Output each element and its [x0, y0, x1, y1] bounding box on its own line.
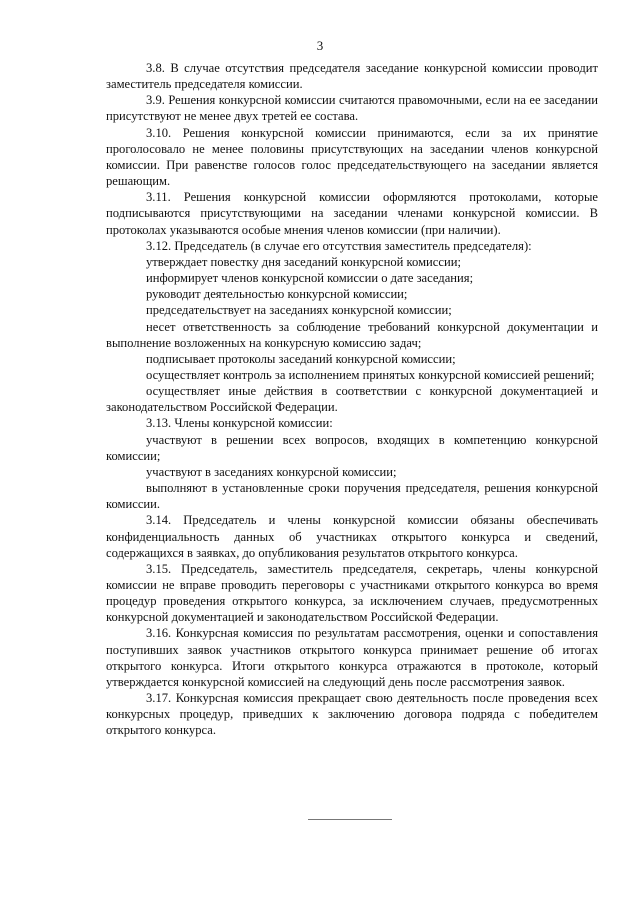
paragraph-3-8: 3.8. В случае отсутствия председателя заседание конкурсной комиссии проводит заместитель председателя комиссии. [106, 61, 598, 92]
list-item: утверждает повестку дня заседаний конкурсной комиссии; [146, 254, 461, 269]
list-item: председательствует на заседаниях конкурсной комиссии; [146, 303, 452, 318]
document-body [106, 60, 598, 739]
list-item: несет ответственность за соблюдение требований конкурсной документации и выполнение возложенных на конкурсную комиссию задач; [106, 319, 598, 350]
paragraph-3-17: 3.17. Конкурсная комиссия прекращает свою деятельность после проведения всех конкурсных процедур, приведших к заключению договора подряда с победителем открытого конкурса. [106, 691, 598, 738]
paragraph-3-11: 3.11. Решения конкурсной комиссии оформляются протоколами, которые подписываются присутствующими на заседании членами конкурсной комиссии. В протоколах указываются особые мнения членов комиссии (при наличии). [106, 190, 598, 237]
list-item: информирует членов конкурсной комиссии о дате заседания; [146, 271, 474, 286]
paragraph-3-13: 3.13. Члены конкурсной комиссии: [146, 416, 333, 431]
list-item: участвуют в заседаниях конкурсной комиссии; [146, 464, 397, 479]
list-item: подписывает протоколы заседаний конкурсной комиссии; [146, 351, 456, 366]
paragraph-3-16: 3.16. Конкурсная комиссия по результатам рассмотрения, оценки и сопоставления поступивших заявок участников открытого конкурса принимает решение об итогах открытого конкурса. Итоги открытого конкурса отражаются в протоколе, который утверждается конкурсной комиссией на следующий день после рассмотрения заявок. [106, 626, 598, 689]
list-item: выполняют в установленные сроки поручения председателя, решения конкурсной комиссии. [106, 481, 598, 512]
end-separator-line [308, 819, 392, 820]
paragraph-3-12: 3.12. Председатель (в случае его отсутствия заместитель председателя): [146, 238, 532, 253]
list-item: осуществляет контроль за исполнением принятых конкурсной комиссией решений; [146, 367, 595, 382]
page-number: 3 [316, 38, 324, 53]
list-item: осуществляет иные действия в соответствии с конкурсной документацией и законодательством Российской Федерации. [106, 384, 598, 415]
paragraph-3-14: 3.14. Председатель и члены конкурсной комиссии обязаны обеспечивать конфиденциальность данных об участниках открытого конкурса и сведений, содержащихся в заявках, до опубликования результатов открытого конкурса. [106, 513, 598, 560]
paragraph-3-9: 3.9. Решения конкурсной комиссии считаются правомочными, если на ее заседании присутствуют не менее двух третей ее состава. [106, 93, 598, 124]
paragraph-3-10: 3.10. Решения конкурсной комиссии принимаются, если за их принятие проголосовало не менее половины присутствующих на заседании членов конкурсной комиссии. При равенстве голосов голос председательствующего на заседании является решающим. [106, 125, 598, 189]
paragraph-3-15: 3.15. Председатель, заместитель председателя, секретарь, члены конкурсной комиссии не вправе проводить переговоры с участниками открытого конкурса во время процедур проведения открытого конкурса, за исключением случаев, предусмотренных конкурсной документацией и законодательством Российской Федерации. [106, 561, 598, 625]
list-item: руководит деятельностью конкурсной комиссии; [146, 287, 408, 302]
list-item: участвуют в решении всех вопросов, входящих в компетенцию конкурсной комиссии; [106, 432, 598, 463]
